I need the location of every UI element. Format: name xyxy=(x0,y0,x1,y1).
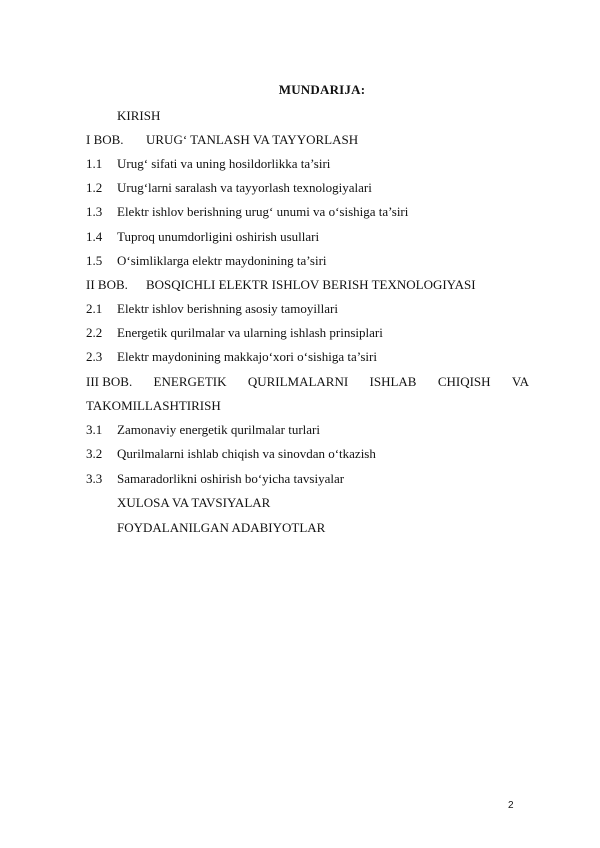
chapter-title: URUG‘ TANLASH VA TAYYORLASH xyxy=(146,132,359,147)
item-number: 1.3 xyxy=(86,204,103,219)
item-number: 3.3 xyxy=(86,471,103,486)
toc-item xyxy=(86,180,526,196)
item-number: 1.5 xyxy=(86,253,103,268)
item-title: Elektr ishlov berishning urug‘ unumi va o‘sishiga ta’siri xyxy=(117,204,409,219)
item-title: Samaradorlikni oshirish bo‘yicha tavsiyalar xyxy=(117,471,345,486)
item-number: 2.1 xyxy=(86,301,103,316)
item-title: Qurilmalarni ishlab chiqish va sinovdan o‘tkazish xyxy=(117,446,376,461)
chapter-title-word: ISHLAB xyxy=(369,374,417,389)
item-number: 1.1 xyxy=(86,156,103,171)
item-number: 1.2 xyxy=(86,180,103,195)
item-number: 3.1 xyxy=(86,422,103,437)
toc-item xyxy=(86,446,526,462)
page-number: 2 xyxy=(508,800,514,811)
toc-chapter-3 xyxy=(86,374,529,390)
toc-item xyxy=(86,156,526,172)
item-number: 2.3 xyxy=(86,349,103,364)
item-title: Tuproq unumdorligini oshirish usullari xyxy=(117,229,320,244)
item-title: Urug‘ sifati va uning hosildorlikka ta’siri xyxy=(117,156,331,171)
toc-item xyxy=(86,471,526,487)
chapter-title-word: ENERGETIK xyxy=(153,374,227,389)
toc-chapter-1 xyxy=(86,132,526,148)
item-title: Urug‘larni saralash va tayyorlash texnologiyalari xyxy=(117,180,372,195)
chapter-title-continuation: TAKOMILLASHTIRISH xyxy=(86,398,221,413)
item-title: Elektr ishlov berishning asosiy tamoyillari xyxy=(117,301,338,316)
item-title: O‘simliklarga elektr maydonining ta’siri xyxy=(117,253,327,268)
item-title: Elektr maydonining makkajo‘xori o‘sishiga ta’siri xyxy=(117,349,377,364)
item-title: Zamonaviy energetik qurilmalar turlari xyxy=(117,422,320,437)
chapter-title-word: QURILMALARNI xyxy=(247,374,349,389)
chapter-number: III BOB. xyxy=(86,374,133,389)
toc-title: MUNDARIJA: xyxy=(278,82,366,97)
chapter-number: II BOB. xyxy=(86,277,128,292)
chapter-title-word: CHIQISH xyxy=(437,374,491,389)
toc-item xyxy=(86,253,526,269)
toc-item xyxy=(86,325,526,341)
toc-item xyxy=(86,422,526,438)
item-number: 1.4 xyxy=(86,229,103,244)
toc-references: FOYDALANILGAN ADABIYOTLAR xyxy=(117,520,326,535)
chapter-number: I BOB. xyxy=(86,132,124,147)
toc-item xyxy=(86,204,526,220)
toc-item xyxy=(86,349,526,365)
toc-item xyxy=(86,229,526,245)
chapter-title-word: VA xyxy=(511,374,529,389)
item-number: 2.2 xyxy=(86,325,103,340)
toc-intro: KIRISH xyxy=(117,108,161,123)
item-title: Energetik qurilmalar va ularning ishlash prinsiplari xyxy=(117,325,383,340)
item-number: 3.2 xyxy=(86,446,103,461)
chapter-title: BOSQICHLI ELEKTR ISHLOV BERISH TEXNOLOGIYASI xyxy=(146,277,476,292)
toc-chapter-2 xyxy=(86,277,526,293)
toc-conclusion: XULOSA VA TAVSIYALAR xyxy=(117,495,271,510)
toc-item xyxy=(86,301,526,317)
